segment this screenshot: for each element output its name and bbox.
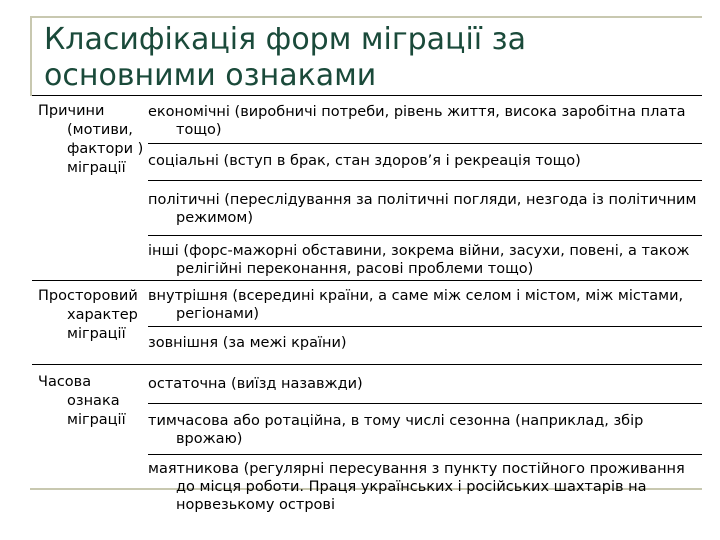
table-cell bbox=[148, 236, 702, 280]
group-label bbox=[32, 281, 148, 364]
cell-text: остаточна (виїзд назавжди) bbox=[148, 376, 363, 392]
table-cell bbox=[148, 96, 702, 144]
table-group-causes bbox=[32, 96, 702, 281]
table-cell bbox=[148, 281, 702, 327]
group-label-text: Часова ознака міграції bbox=[38, 374, 126, 428]
table-cell bbox=[148, 404, 702, 455]
table-cell bbox=[148, 327, 702, 364]
cell-text: економічні (виробничі потреби, рівень життя, висока заробітна плата тощо) bbox=[148, 104, 686, 138]
group-label-text: Причини (мотиви, фактори ) міграції bbox=[38, 103, 144, 176]
group-label bbox=[32, 96, 148, 280]
group-label bbox=[32, 365, 148, 514]
table-cell bbox=[148, 144, 702, 181]
cell-text: тимчасова або ротаційна, в тому числі сезонна (наприклад, збір врожаю) bbox=[148, 413, 644, 447]
cell-text: інші (форс-мажорні обставини, зокрема війни, засухи, повені, а також релігійні переконання, расові проблеми тощо) bbox=[148, 243, 690, 277]
table-cell bbox=[148, 455, 702, 514]
group-label-text: Просторовий характер міграції bbox=[38, 288, 138, 342]
cell-text: зовнішня (за межі країни) bbox=[148, 335, 347, 351]
table-cell bbox=[148, 181, 702, 236]
cell-text: політичні (переслідування за політичні погляди, незгода із політичним режимом) bbox=[148, 192, 697, 226]
cell-text: маятникова (регулярні пересування з пункту постійного проживання до місця роботи. Праця українських і російських шахтарів на норвезькому острові bbox=[148, 461, 685, 513]
table-group-temporal bbox=[32, 365, 702, 514]
table-group-spatial bbox=[32, 281, 702, 365]
cell-text: внутрішня (всередині країни, а саме між селом і містом, між містами, регіонами) bbox=[148, 288, 684, 322]
left-decor-line bbox=[30, 16, 32, 96]
cell-text: соціальні (вступ в брак, стан здоров’я і рекреація тощо) bbox=[148, 153, 581, 169]
page-title: Класифікація форм міграції за основними ознаками bbox=[44, 22, 527, 93]
table-cell bbox=[148, 365, 702, 404]
classification-table bbox=[32, 95, 702, 514]
top-decor-line bbox=[30, 16, 702, 18]
